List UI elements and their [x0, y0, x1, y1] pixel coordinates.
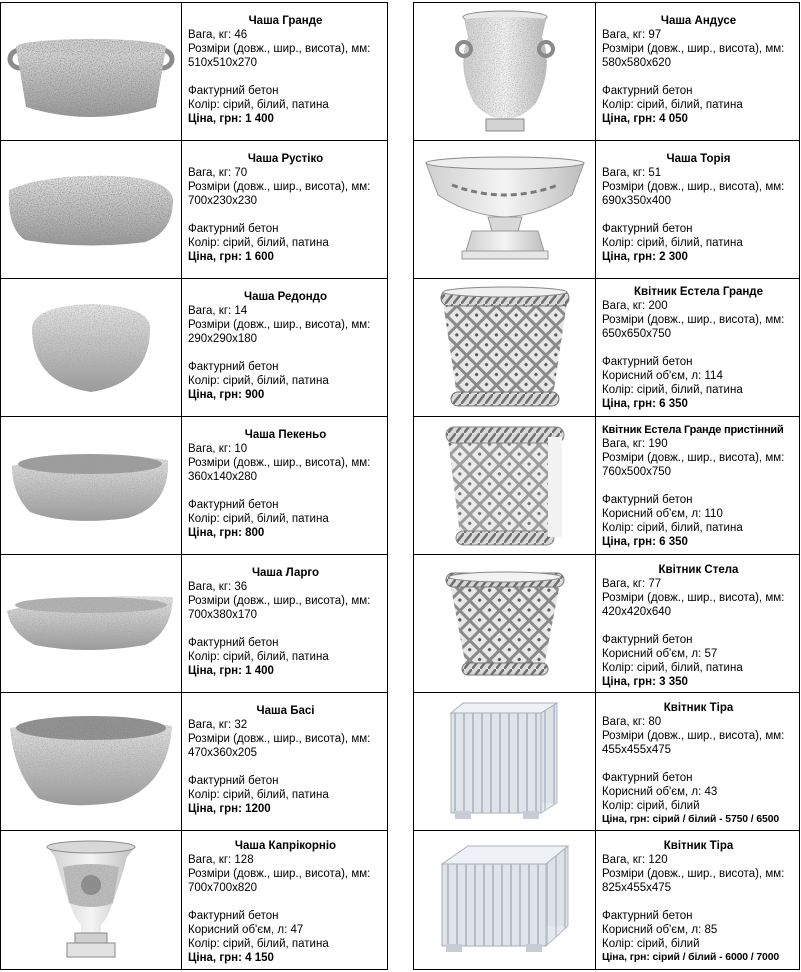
product-color: Колір: сірий, білий, патина [188, 789, 329, 801]
product-name: Чаша Гранде [248, 15, 323, 27]
product-size-label: Розміри (довж., шир., висота), мм: [188, 43, 371, 55]
product-image-cell [414, 693, 596, 830]
product-size-label: Розміри (довж., шир., висота), мм: [188, 457, 371, 469]
product-size: 360x140x280 [188, 471, 258, 483]
product-material: Фактурний бетон [602, 223, 693, 235]
product-volume: Корисний об'єм, л: 114 [602, 370, 723, 382]
planter-stela-image [440, 569, 570, 679]
product-card [413, 2, 800, 140]
product-size: 470x360x205 [188, 747, 258, 759]
product-image-cell [414, 831, 596, 969]
product-image-cell [1, 417, 182, 554]
product-color: Колір: сірий, білий, патина [188, 651, 329, 663]
product-size: 455x455x475 [602, 744, 672, 756]
product-name: Чаша Ларго [251, 567, 320, 579]
product-details [596, 3, 799, 140]
product-card [0, 416, 388, 554]
product-color: Колір: сірий, білий, патина [188, 938, 329, 950]
product-name: Чаша Редондо [243, 291, 328, 303]
product-card [413, 830, 800, 970]
product-name: Чаша Пекеньо [244, 429, 327, 441]
product-image-cell [414, 417, 596, 554]
product-card [0, 830, 388, 970]
bowl-rustico-image [5, 170, 177, 250]
product-price: Ціна, грн: 1200 [188, 803, 271, 815]
product-price: Ціна, грн: 1 600 [188, 251, 274, 263]
product-weight: Вага, кг: 51 [602, 167, 662, 179]
bowl-toria-image [422, 155, 588, 265]
bowl-largo-image [5, 589, 177, 659]
product-image-cell [1, 693, 182, 830]
product-image-cell [1, 3, 182, 140]
product-color: Колір: сірий, білий [602, 938, 700, 950]
product-color: Колір: сірий, білий, патина [602, 237, 743, 249]
product-material: Фактурний бетон [602, 85, 693, 97]
product-name: Квітник Стела [658, 564, 739, 576]
bowl-grande-image [6, 17, 176, 127]
product-color: Колір: сірий, білий [602, 800, 700, 812]
planter-tira-square-image [445, 699, 565, 825]
product-image-cell [414, 279, 596, 416]
product-price: Ціна, грн: 800 [188, 527, 265, 539]
product-size-label: Розміри (довж., шир., висота), мм: [602, 314, 785, 326]
product-weight: Вага, кг: 190 [602, 438, 668, 450]
planter-estela-grande-image [437, 284, 573, 412]
product-details [596, 831, 799, 969]
product-color: Колір: сірий, білий, патина [602, 522, 743, 534]
product-size-label: Розміри (довж., шир., висота), мм: [602, 730, 785, 742]
product-weight: Вага, кг: 36 [188, 581, 248, 593]
product-material: Фактурний бетон [188, 910, 279, 922]
product-name: Квітник Тіра [663, 702, 734, 714]
product-weight: Вага, кг: 97 [602, 29, 662, 41]
product-weight: Вага, кг: 77 [602, 578, 662, 590]
product-size-label: Розміри (довж., шир., висота), мм: [602, 43, 785, 55]
product-details [596, 693, 799, 830]
product-material: Фактурний бетон [602, 356, 693, 368]
product-details [596, 555, 799, 692]
product-weight: Вага, кг: 10 [188, 443, 248, 455]
product-details [182, 831, 387, 969]
product-material: Фактурний бетон [188, 499, 279, 511]
product-name: Чаша Андусе [660, 15, 737, 27]
product-material: Фактурний бетон [188, 775, 279, 787]
vase-capricornio-image [41, 837, 141, 963]
vase-anduse-image [450, 7, 560, 137]
product-size-label: Розміри (довж., шир., висота), мм: [188, 868, 371, 880]
product-size: 825x455x475 [602, 882, 672, 894]
product-price: Ціна, грн: 900 [188, 389, 265, 401]
product-size: 690x350x400 [602, 195, 672, 207]
product-weight: Вага, кг: 32 [188, 719, 248, 731]
product-price: Ціна, грн: сірий / білий - 6000 / 7000 [602, 952, 780, 963]
product-card [413, 278, 800, 416]
product-size: 700x230x230 [188, 195, 258, 207]
product-details [182, 693, 387, 830]
product-price: Ціна, грн: 4 050 [602, 113, 688, 125]
product-card [0, 140, 388, 278]
product-size: 760x500x750 [602, 466, 672, 478]
product-size-label: Розміри (довж., шир., висота), мм: [188, 733, 371, 745]
product-color: Колір: сірий, білий, патина [188, 99, 329, 111]
product-details [596, 279, 799, 416]
product-price: Ціна, грн: 1 400 [188, 113, 274, 125]
product-size: 420x420x640 [602, 606, 672, 618]
product-volume: Корисний об'єм, л: 43 [602, 786, 718, 798]
product-name: Квітник Естела Гранде [633, 286, 763, 298]
product-material: Фактурний бетон [602, 494, 693, 506]
product-size: 650x650x750 [602, 328, 672, 340]
product-image-cell [1, 555, 182, 692]
product-size-label: Розміри (довж., шир., висота), мм: [188, 319, 371, 331]
product-image-cell [1, 831, 182, 969]
product-details [596, 141, 799, 278]
product-material: Фактурний бетон [188, 85, 279, 97]
product-image-cell [1, 141, 182, 278]
product-color: Колір: сірий, білий, патина [188, 513, 329, 525]
product-material: Фактурний бетон [188, 223, 279, 235]
product-material: Фактурний бетон [602, 634, 693, 646]
product-size: 700x380x170 [188, 609, 258, 621]
product-name: Квітник Тіра [663, 840, 734, 852]
product-size-label: Розміри (довж., шир., висота), мм: [602, 181, 785, 193]
product-color: Колір: сірий, білий, патина [602, 99, 743, 111]
product-size-label: Розміри (довж., шир., висота), мм: [188, 181, 371, 193]
product-name: Чаша Капрікорніо [234, 840, 337, 852]
product-card [0, 554, 388, 692]
product-material: Фактурний бетон [188, 361, 279, 373]
bowl-pequeno-image [8, 446, 174, 526]
product-weight: Вага, кг: 70 [188, 167, 248, 179]
product-weight: Вага, кг: 14 [188, 305, 248, 317]
product-volume: Корисний об'єм, л: 85 [602, 924, 718, 936]
product-size: 290x290x180 [188, 333, 258, 345]
product-image-cell [414, 141, 596, 278]
product-size: 580x580x620 [602, 57, 672, 69]
product-size-label: Розміри (довж., шир., висота), мм: [602, 868, 785, 880]
product-image-cell [414, 3, 596, 140]
product-weight: Вага, кг: 128 [188, 854, 254, 866]
bowl-redondo-image [26, 298, 156, 398]
product-volume: Корисний об'єм, л: 47 [188, 924, 304, 936]
product-size-label: Розміри (довж., шир., висота), мм: [602, 452, 785, 464]
product-price: Ціна, грн: 1 400 [188, 665, 274, 677]
product-image-cell [414, 555, 596, 692]
product-card [0, 278, 388, 416]
product-size: 700x700x820 [188, 882, 258, 894]
product-color: Колір: сірий, білий, патина [602, 662, 743, 674]
product-card [413, 692, 800, 830]
product-price: Ціна, грн: 3 350 [602, 676, 688, 688]
product-details [596, 417, 799, 554]
product-weight: Вага, кг: 80 [602, 716, 662, 728]
product-weight: Вага, кг: 120 [602, 854, 668, 866]
bowl-basi-image [8, 712, 174, 812]
product-price: Ціна, грн: 6 350 [602, 536, 688, 548]
product-price: Ціна, грн: сірий / білий - 5750 / 6500 [602, 814, 780, 825]
product-weight: Вага, кг: 200 [602, 300, 668, 312]
product-price: Ціна, грн: 4 150 [188, 952, 274, 964]
product-volume: Корисний об'єм, л: 110 [602, 508, 723, 520]
product-details [182, 279, 387, 416]
planter-estela-wall-image [440, 423, 570, 549]
product-card [0, 2, 388, 140]
product-name: Чаша Торія [666, 153, 731, 165]
product-card [0, 692, 388, 830]
product-details [182, 3, 387, 140]
product-color: Колір: сірий, білий, патина [602, 384, 743, 396]
product-price: Ціна, грн: 6 350 [602, 398, 688, 410]
product-name: Чаша Басі [256, 705, 315, 717]
product-name: Квітник Естела Гранде пристінний [602, 424, 784, 436]
product-details [182, 417, 387, 554]
product-price: Ціна, грн: 2 300 [602, 251, 688, 263]
planter-tira-long-image [438, 842, 572, 958]
product-size: 510x510x270 [188, 57, 258, 69]
product-name: Чаша Рустіко [247, 153, 324, 165]
product-material: Фактурний бетон [188, 637, 279, 649]
product-size-label: Розміри (довж., шир., висота), мм: [602, 592, 785, 604]
product-card [413, 416, 800, 554]
product-volume: Корисний об'єм, л: 57 [602, 648, 718, 660]
product-weight: Вага, кг: 46 [188, 29, 248, 41]
product-image-cell [1, 279, 182, 416]
product-card [413, 554, 800, 692]
product-material: Фактурний бетон [602, 910, 693, 922]
product-color: Колір: сірий, білий, патина [188, 237, 329, 249]
product-card [413, 140, 800, 278]
product-size-label: Розміри (довж., шир., висота), мм: [188, 595, 371, 607]
product-details [182, 555, 387, 692]
product-material: Фактурний бетон [602, 772, 693, 784]
product-details [182, 141, 387, 278]
product-color: Колір: сірий, білий, патина [188, 375, 329, 387]
